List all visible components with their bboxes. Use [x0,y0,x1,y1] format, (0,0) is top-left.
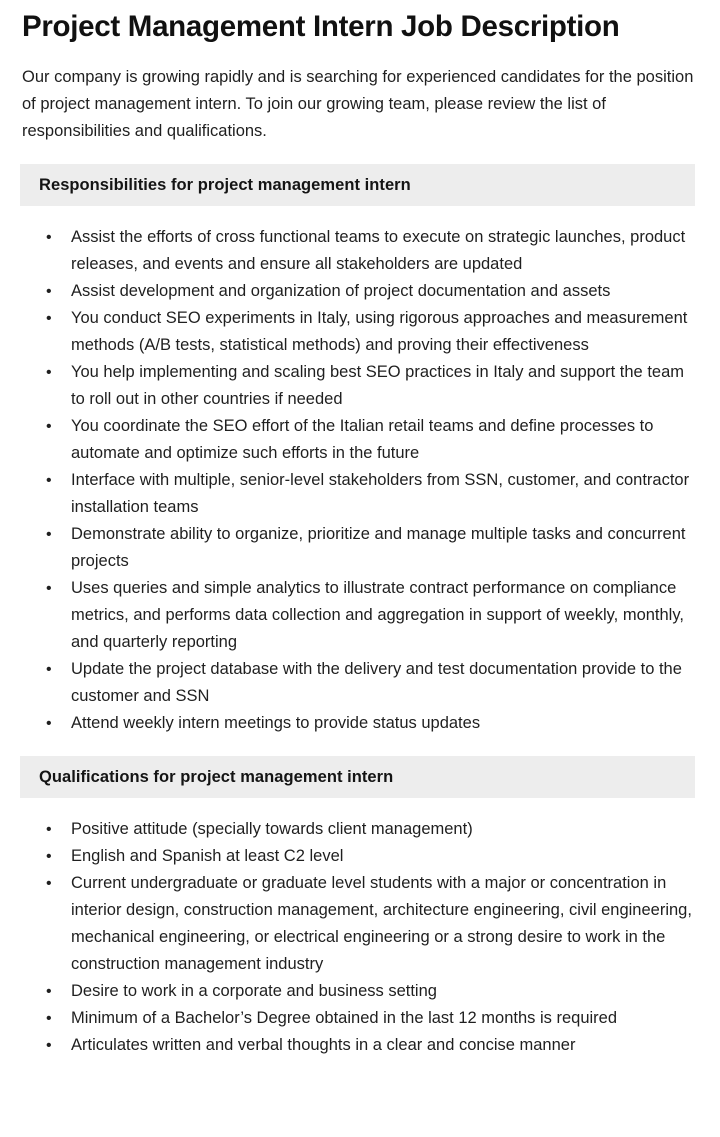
section-heading-label: Qualifications for project management intern [39,768,394,786]
section-header-responsibilities [20,164,695,206]
list-item: • Assist development and organization of project documentation and assets [58,278,696,305]
section-heading-label: Responsibilities for project management intern [39,176,411,194]
list-item: • You help implementing and scaling best SEO practices in Italy and support the team to roll out in other countries if needed [58,359,696,413]
list-item: • Desire to work in a corporate and business setting [58,978,696,1005]
list-item: • Update the project database with the delivery and test documentation provide to the customer and SSN [58,656,696,710]
list-item: • Positive attitude (specially towards client management) [58,816,696,843]
list-item: • English and Spanish at least C2 level [58,843,696,870]
list-item: • Minimum of a Bachelor’s Degree obtained in the last 12 months is required [58,1005,696,1032]
page-title: Project Management Intern Job Description [22,10,620,43]
list-item: • Current undergraduate or graduate level students with a major or concentration in interior design, construction management, architecture engineering, civil engineering, mechanical engineering, or electrical engineering or a strong desire to work in the construction management industry [58,870,696,978]
list-item: • You coordinate the SEO effort of the Italian retail teams and define processes to automate and optimize such efforts in the future [58,413,696,467]
list-item: • Attend weekly intern meetings to provide status updates [58,710,696,737]
qualifications-list [0,798,720,1059]
responsibilities-list [0,206,720,737]
list-item: • Uses queries and simple analytics to illustrate contract performance on compliance metrics, and performs data collection and aggregation in support of weekly, monthly, and quarterly reporting [58,575,696,656]
list-item: • Demonstrate ability to organize, prioritize and manage multiple tasks and concurrent projects [58,521,696,575]
list-item: • Interface with multiple, senior-level stakeholders from SSN, customer, and contractor installation teams [58,467,696,521]
list-item: • You conduct SEO experiments in Italy, using rigorous approaches and measurement methods (A/B tests, statistical methods) and proving their effectiveness [58,305,696,359]
section-header-qualifications [20,756,695,798]
list-item: • Assist the efforts of cross functional teams to execute on strategic launches, product releases, and events and ensure all stakeholders are updated [58,224,696,278]
list-item: • Articulates written and verbal thoughts in a clear and concise manner [58,1032,696,1059]
intro-paragraph: Our company is growing rapidly and is searching for experienced candidates for the position of project management intern. To join our growing team, please review the list of responsibilities and qualifications. [22,68,694,140]
